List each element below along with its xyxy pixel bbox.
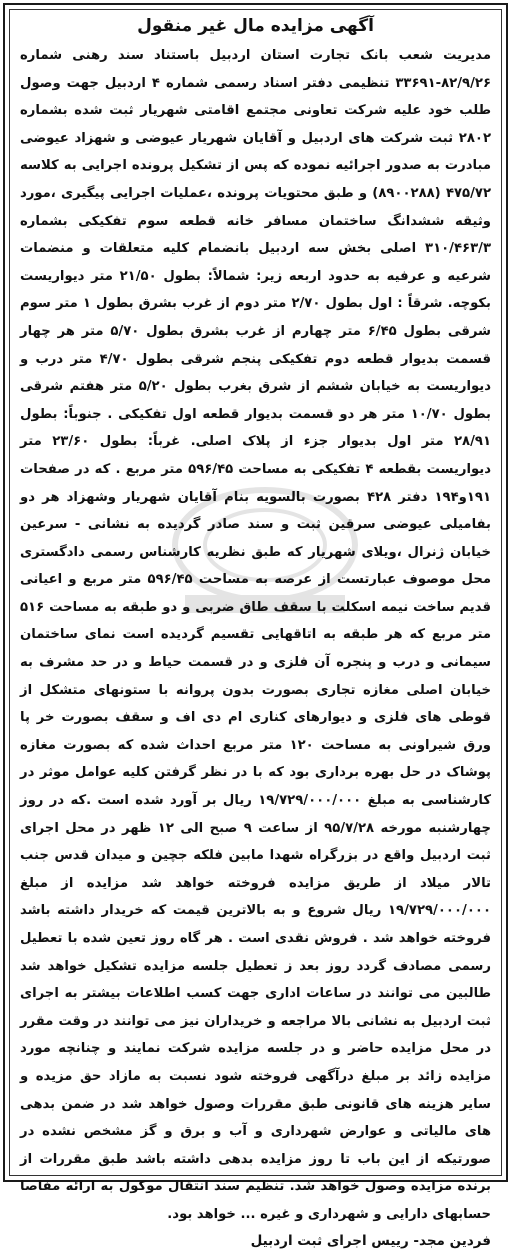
- notice-signature: فردین مجد- رییس اجرای ثبت اردبیل: [250, 1232, 491, 1249]
- notice-inner-border: [9, 9, 502, 1249]
- notice-title: آگهی مزایده مال غیر منقول: [137, 16, 374, 36]
- notice-frame: [3, 3, 508, 1249]
- notice-body: مدیریت شعب بانک تجارت استان اردبیل باستناد سند رهنی شماره ۸۲/۹/۲۶-۳۳۶۹۱ تنظیمی دفتر اسناد رسمی شماره ۴ اردبیل جهت وصول طلب خود علیه شرکت تعاونی مجتمع اقامتی شهریار ثبت شده بشماره ۲۸۰۲ ثبت شرکت های اردبیل و آقایان شهریار عیوضی و شهزاد عیوضی مبادرت به صدور اجرائیه نموده که پس از تشکیل پرونده اجرایی به کلاسه ۴۷۵/۷۲ (۸۹۰۰۲۸۸) و طبق محتویات پرونده ،عملیات اجرایی پیگیری ،مورد وثیقه ششدانگ ساختمان مسافر خانه قطعه سوم تفکیکی بشماره ۳۱۰/۴۶۳/۳ اصلی بخش سه اردبیل بانضمام کلیه متعلقات و منضمات شرعیه و عرفیه به حدود اربعه زیر: شمالاً: بطول ۲۱/۵۰ متر دیواریست بکوچه. شرقاً : اول بطول ۲/۷۰ متر دوم از غرب بشرق بطول ۱ متر سوم شرقی بطول ۶/۴۵ متر چهارم از غرب بشرق بطول ۵/۷۰ متر هر چهار قسمت بدیوار قطعه دوم تفکیکی پنجم شرقی بطول ۴/۷۰ متر درب و دیواریست به خیابان ششم از شرق بغرب بطول ۵/۲۰ متر هفتم شرقی بطول ۱۰/۷۰ متر هر دو قسمت بدیوار قطعه اول تفکیکی . جنوباً: بطول ۲۸/۹۱ متر اول بدیوار جزء از پلاک اصلی. غرباً: بطول ۲۳/۶۰ متر دیواریست بقطعه ۴ تفکیکی به مساحت ۵۹۶/۴۵ متر مربع . که در صفحات ۱۹۱و۱۹۴ دفتر ۴۲۸ بصورت بالسویه بنام آقایان شهریار وشهزاد هر دو بفامیلی عیوضی سرقین ثبت و سند صادر گردیده به نشانی - سرعین خیابان ژنرال ،ویلای شهریار که طبق نظریه کارشناس رسمی دادگستری محل موصوف عبارتست از عرصه به مساحت ۵۹۶/۴۵ متر مربع و اعیانی قدیم ساخت نیمه اسکلت با سقف طاق ضربی و دو طبقه به مساحت ۵۱۶ متر مربع که هر طبقه به اتاقهایی تقسیم گردیده است نمای ساختمان سیمانی و درب و پنجره آن فلزی و در قسمت حیاط و در حد مشرف به خیابان اصلی مغازه تجاری بصورت بدون پروانه با ستونهای متشکل از قوطی های فلزی و دیوارهای کناری ام دی اف و سقف بصورت خر پا ورق شیراونی به مساحت ۱۲۰ متر مربع احداث شده که بصورت مغازه پوشاک در حل بهره برداری بود که با در نظر گرفتن کلیه عوامل موثر در کارشناسی به مبلغ ۱۹/۷۲۹/۰۰۰/۰۰۰ ریال بر آورد شده است .که در روز چهارشنبه مورخه ۹۵/۷/۲۸ از ساعت ۹ صبح الی ۱۲ ظهر در محل اجرای ثبت اردبیل واقع در بزرگراه شهدا مابین فلکه جچین و میدان قدس جنب تالار میلاد از طریق مزایده فروخته خواهد شد مزایده از مبلغ ۱۹/۷۲۹/۰۰۰/۰۰۰ ریال شروع و به بالاترین قیمت که خریدار داشته باشد فروخته خواهد شد . فروش نقدی است . هر گاه روز تعین شده با تعطیل رسمی مصادف گردد روز بعد ز تعطیل جلسه مزایده تشکیل خواهد شد طالبین می توانند در ساعات اداری جهت کسب اطلاعات بیشتر به اجرای ثبت اردبیل به نشانی بالا مراجعه و خریداران نیز می توانند در وقت مقرر در محل مزایده حاضر و در جلسه مزایده شرکت نمایند و چنانچه مورد مزایده زائد بر مبلغ درآگهی فروخته شود نسبت به مازاد حق مزیده و سایر هزینه های قانونی طبق مقررات وصول خواهد شد در ضمن بدهی های مالیاتی و عوارض شهرداری و آب و برق و گز مشخص نشده در صورتیکه از این باب تا روز مزایده بدهی داشته باشد طبق مقررات از برنده مزایده وصول خواهد شد. تنظیم سند انتقال موکول به ارائه مفاصا حسابهای دارایی و شهرداری و غیره ... خواهد بود.: [20, 48, 492, 1222]
